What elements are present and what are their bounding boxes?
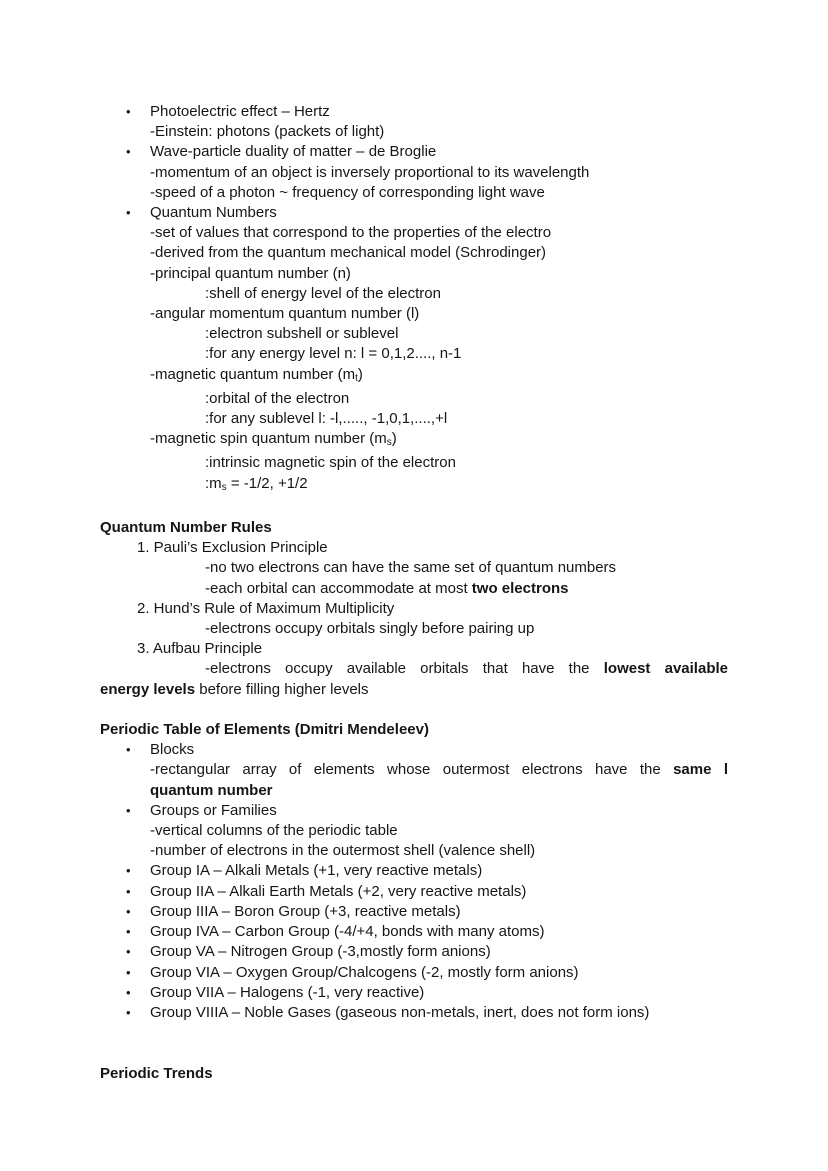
bullet-icon: •: [126, 205, 131, 221]
text-segment: -Einstein: photons (packets of light): [150, 123, 385, 141]
text-line: [100, 344, 728, 364]
bold-text: lowest available: [603, 660, 728, 678]
text-line: [100, 963, 728, 983]
text-segment: Groups or Families: [150, 801, 277, 819]
text-line: [100, 1003, 728, 1023]
bullet-icon: •: [126, 863, 131, 879]
text-segment: :for any energy level n: l = 0,1,2...., n-1: [205, 345, 462, 363]
text-line: [100, 619, 728, 639]
text-line: [100, 102, 728, 122]
text-segment: = -1/2, +1/2: [226, 474, 308, 492]
text-segment: Group VA – Nitrogen Group (-3,mostly form anions): [150, 943, 491, 961]
text-segment: -electrons occupy orbitals singly before pairing up: [205, 620, 535, 638]
text-line: [100, 203, 728, 223]
text-segment: :shell of energy level of the electron: [205, 284, 441, 302]
text-segment: -speed of a photon ~ frequency of corresponding light wave: [150, 183, 545, 201]
text-segment: Group IIA – Alkali Earth Metals (+2, very reactive metals): [150, 882, 527, 900]
text-line: [100, 538, 728, 558]
text-segment: :m: [205, 474, 222, 492]
bold-text: energy levels: [100, 680, 196, 698]
text-segment: -each orbital can accommodate at most: [205, 579, 472, 597]
text-segment: -number of electrons in the outermost shell (valence shell): [150, 842, 536, 860]
text-segment: 1. Pauli’s Exclusion Principle: [137, 539, 328, 557]
text-segment: Quantum Number Rules: [100, 519, 272, 537]
text-segment: ): [357, 365, 363, 383]
text-segment: :electron subshell or sublevel: [205, 325, 399, 343]
section-heading-quantum-number-rules: [100, 518, 728, 538]
text-line: [100, 389, 728, 409]
subscript-text: s: [386, 437, 392, 449]
text-line: [100, 429, 728, 453]
text-segment: 3. Aufbau Principle: [137, 640, 263, 658]
text-line: [100, 558, 728, 578]
bold-text: two electrons: [471, 579, 569, 597]
bullet-icon: •: [126, 883, 131, 899]
text-segment: ): [391, 430, 397, 448]
text-segment: -set of values that correspond to the properties of the electro: [150, 224, 552, 242]
text-line: [100, 740, 728, 760]
text-segment: Group VIIA – Halogens (-1, very reactive): [150, 983, 425, 1001]
text-segment: Group VIA – Oxygen Group/Chalcogens (-2, mostly form anions): [150, 963, 579, 981]
document-body: [100, 102, 728, 1084]
text-line: [100, 801, 728, 821]
text-line: [100, 983, 728, 1003]
text-segment: Group VIIIA – Noble Gases (gaseous non-metals, inert, does not form ions): [150, 1003, 650, 1021]
text-line: [100, 680, 728, 700]
text-segment: Wave-particle duality of matter – de Broglie: [150, 143, 437, 161]
text-line: [100, 821, 728, 841]
text-segment: -magnetic spin quantum number (m: [150, 430, 387, 448]
text-line: [100, 122, 728, 142]
section-heading-periodic-trends: [100, 1064, 728, 1084]
bullet-icon: •: [126, 924, 131, 940]
text-line: [100, 243, 728, 263]
text-line: [100, 365, 728, 389]
text-line: [100, 760, 728, 780]
text-line: [100, 902, 728, 922]
subscript-text: s: [221, 481, 227, 493]
bullet-icon: •: [126, 964, 131, 980]
section-heading-periodic-table: [100, 720, 728, 740]
bold-text: same l: [673, 761, 728, 779]
text-segment: -rectangular array of elements whose outermost electrons have the: [150, 761, 674, 779]
text-line: [100, 284, 728, 304]
text-line: [100, 264, 728, 284]
text-line: [100, 304, 728, 324]
text-line: [100, 639, 728, 659]
bullet-icon: •: [126, 802, 131, 818]
text-segment: Group IA – Alkali Metals (+1, very reactive metals): [150, 862, 483, 880]
text-line: [100, 781, 728, 801]
text-segment: Group IIIA – Boron Group (+3, reactive metals): [150, 902, 461, 920]
text-segment: -vertical columns of the periodic table: [150, 822, 398, 840]
bullet-icon: •: [126, 144, 131, 160]
text-segment: :orbital of the electron: [205, 389, 350, 407]
text-segment: Quantum Numbers: [150, 204, 277, 222]
text-segment: -angular momentum quantum number (l): [150, 305, 420, 323]
text-segment: before filling higher levels: [195, 680, 369, 698]
text-segment: -derived from the quantum mechanical model (Schrodinger): [150, 244, 547, 262]
text-line: [100, 474, 728, 498]
text-line: [100, 409, 728, 429]
text-segment: Group IVA – Carbon Group (-4/+4, bonds with many atoms): [150, 923, 545, 941]
bullet-icon: •: [126, 944, 131, 960]
text-segment: -electrons occupy available orbitals that have the: [205, 660, 604, 678]
text-segment: :intrinsic magnetic spin of the electron: [205, 454, 456, 472]
text-line: [100, 861, 728, 881]
bullet-icon: •: [126, 1004, 131, 1020]
text-segment: Photoelectric effect – Hertz: [150, 103, 330, 120]
text-line: [100, 324, 728, 344]
text-line: [100, 453, 728, 473]
text-line: [100, 163, 728, 183]
text-line: [100, 579, 728, 599]
text-segment: Periodic Table of Elements (Dmitri Mendeleev): [100, 721, 429, 739]
text-line: [100, 841, 728, 861]
text-line: [100, 223, 728, 243]
bullet-icon: •: [126, 984, 131, 1000]
text-segment: Blocks: [150, 741, 195, 759]
text-segment: -magnetic quantum number (m: [150, 365, 356, 383]
text-segment: Periodic Trends: [100, 1064, 213, 1082]
subscript-text: t: [355, 372, 358, 384]
text-segment: -momentum of an object is inversely proportional to its wavelength: [150, 163, 590, 181]
text-line: [100, 942, 728, 962]
text-segment: 2. Hund’s Rule of Maximum Multiplicity: [137, 599, 395, 617]
bullet-icon: •: [126, 742, 131, 758]
text-segment: -no two electrons can have the same set of quantum numbers: [205, 559, 617, 577]
text-line: [100, 922, 728, 942]
bold-text: quantum number: [150, 781, 273, 799]
text-segment: :for any sublevel l: -l,....., -1,0,1,....,+l: [205, 410, 448, 428]
text-line: [100, 882, 728, 902]
bullet-icon: •: [126, 104, 131, 119]
text-line: [100, 142, 728, 162]
bullet-icon: •: [126, 903, 131, 919]
text-line: [100, 183, 728, 203]
text-line: [100, 599, 728, 619]
text-segment: -principal quantum number (n): [150, 264, 351, 282]
text-line: [100, 659, 728, 679]
